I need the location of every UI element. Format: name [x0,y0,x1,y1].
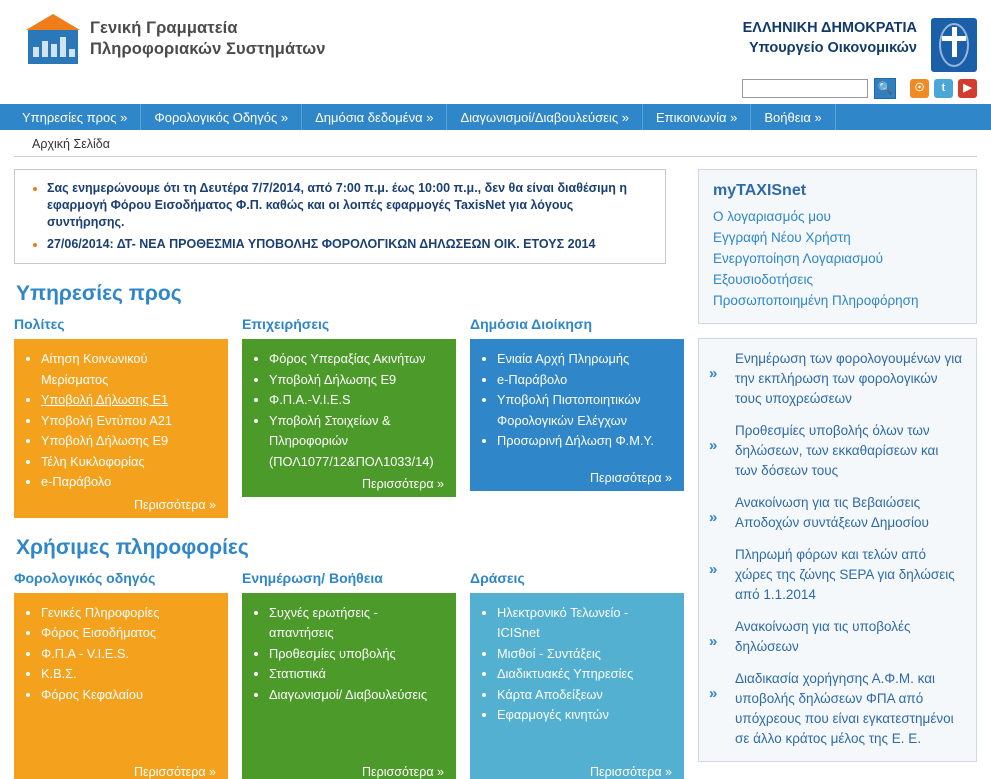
list-item [41,603,218,624]
news-item-text: Προθεσμίες υποβολής όλων των δηλώσεων, των εκκαθαρίσεων και των δόσεων τους [735,423,939,478]
search-input[interactable] [742,79,868,98]
news-panel [698,338,977,762]
card-column-public-administration [470,316,684,518]
nav-item-tenders[interactable]: Διαγωνισμοί/Διαβουλεύσεις » [447,104,643,130]
taxisnet-panel [698,169,977,324]
main-column [14,157,684,779]
news-item[interactable] [709,493,964,533]
news-item[interactable] [709,545,964,605]
announcement-item [47,180,651,231]
link-e-paravolo[interactable]: e-Παράβολο [41,474,112,489]
nav-item-tax-guide[interactable]: Φορολογικός Οδηγός » [141,104,302,130]
list-item [41,390,218,411]
link-mobile-apps[interactable]: Εφαρμογές κινητών [497,707,609,722]
link-general-info[interactable]: Γενικές Πληροφορίες [41,604,160,620]
taxisnet-link-personalized-info[interactable]: Προσωποποιημένη Πληροφόρηση [713,293,919,308]
announcement-item [47,236,651,253]
link-e9-declaration[interactable]: Υποβολή Δήλωσης Ε9 [41,433,169,448]
list-item [41,431,218,452]
list-item [497,370,674,391]
useful-info-cards [14,570,684,779]
list-item [41,623,218,644]
taxisnet-links [713,206,962,311]
gov-line-1: ΕΛΛΗΝΙΚΗ ΔΗΜΟΚΡΑΤΙΑ [742,20,917,36]
taxisnet-link-my-account[interactable]: Ο λογαριασμός μου [713,209,831,224]
card-tax-guide [14,593,228,779]
page-content [0,157,991,779]
list-item [269,349,446,370]
link-e1-declaration[interactable]: Υποβολή Δήλωσης Ε1 [41,392,169,407]
list-item [269,390,446,411]
list-item [41,685,218,706]
list-item [497,644,674,665]
page-header [0,0,991,100]
list-item [269,685,446,706]
link-tenders-consultations[interactable]: Διαγωνισμοί/ Διαβουλεύσεις [269,686,428,702]
list-item [41,349,218,390]
nav-item-help[interactable]: Βοήθεια » [751,104,835,130]
card-title-citizens: Πολίτες [14,316,65,332]
list-item [41,452,218,473]
link-road-tax[interactable]: Τέλη Κυκλοφορίας [41,453,145,469]
services-cards [14,316,684,518]
news-item-text: Ενημέρωση των φορολογουμένων για την εκπλήρωση των φορολογικών τους υποχρεώσεων [735,351,963,406]
card-column-actions [470,570,684,779]
rss-icon[interactable]: ☉ [910,79,929,98]
list-item [269,603,446,644]
list-item [41,411,218,432]
news-item-text: Πληρωμή φόρων και τελών από χώρες της ζώνης SEPA για δηλώσεις από 1.1.2014 [735,547,955,602]
list-item [497,390,674,431]
list-item [497,603,674,644]
news-item[interactable] [709,669,964,749]
taxisnet-link-account-activation[interactable]: Ενεργοποίηση Λογαριασμού [713,251,884,266]
more-link-actions[interactable]: Περισσότερα » [590,764,672,779]
link-tax-audit-certificates[interactable]: Υποβολή Πιστοποιητικών Φορολογικών Ελέγχων [497,392,641,428]
double-chevron-right-icon: » [709,365,718,382]
section-title-services: Υπηρεσίες προς [16,282,182,305]
card-title-info-help: Ενημέρωση/ Βοήθεια [242,569,383,586]
link-submit-data-info[interactable]: Υποβολή Στοιχείων & Πληροφοριών (ΠΟΛ1077/12&ΠΟΛ1033/14) [269,412,434,469]
double-chevron-right-icon: » [709,685,718,702]
logo-line-2: Πληροφοριακών Συστημάτων [90,40,326,58]
double-chevron-right-icon: » [709,633,718,650]
link-property-gains-tax[interactable]: Φόρος Υπεραξίας Ακινήτων [269,351,426,366]
list-item [41,644,218,665]
link-provisional-fmy-declaration[interactable]: Προσωρινή Δήλωση Φ.Μ.Υ. [497,433,654,448]
link-vat-vies-guide[interactable]: Φ.Π.Α - V.I.E.S. [41,645,129,661]
double-chevron-right-icon: » [709,561,718,578]
card-column-businesses [242,316,456,518]
link-single-payment-authority[interactable]: Ενιαία Αρχή Πληρωμής [497,351,630,366]
link-icisnet[interactable]: Ηλεκτρονικό Τελωνείο - ICISnet [497,604,629,640]
announcement-link[interactable]: 27/06/2014: ΔΤ- ΝΕΑ ΠΡΟΘΕΣΜΙΑ ΥΠΟΒΟΛΗΣ ΦΟΡΟΛΟΓΙΚΩΝ ΔΗΛΩΣΕΩΝ ΟΙΚ. ΕΤΟΥΣ 2014 [47,237,596,251]
sidebar [698,157,977,779]
list-item [269,664,446,685]
double-chevron-right-icon: » [709,509,718,526]
logo-text [90,18,326,60]
double-chevron-right-icon: » [709,437,718,454]
more-link-citizens[interactable]: Περισσότερα » [134,497,216,512]
greek-coat-of-arms-icon [931,18,977,72]
search-area [742,78,977,99]
logo-line-1: Γενική Γραμματεία [90,19,238,37]
card-actions [470,593,684,779]
nav-item-open-data[interactable]: Δημόσια δεδομένα » [302,104,447,130]
list-item [269,370,446,391]
card-info-help [242,593,456,779]
link-kvs[interactable]: Κ.Β.Σ. [41,666,77,681]
more-link-public-administration[interactable]: Περισσότερα » [590,471,672,485]
link-faq[interactable]: Συχνές ερωτήσεις - απαντήσεις [269,604,378,640]
link-capital-tax[interactable]: Φόρος Κεφαλαίου [41,686,143,702]
taxisnet-link-authorizations[interactable]: Εξουσιοδοτήσεις [713,272,813,287]
main-navigation [0,104,991,130]
news-item-text: Διαδικασία χορήγησης Α.Φ.Μ. και υποβολής δηλώσεων ΦΠΑ από υπόχρεους που είναι εγκατεστημένοι σε άλλο κράτος μέλος της Ε. Ε. [735,671,954,746]
section-title-useful-info: Χρήσιμες πληροφορίες [16,535,249,559]
link-a21-form[interactable]: Υποβολή Εντύπου Α21 [41,412,172,428]
link-e-paravolo-public[interactable]: e-Παράβολο [497,371,568,387]
news-item[interactable] [709,617,964,657]
nav-item-services[interactable]: Υπηρεσίες προς » [0,104,141,130]
youtube-icon[interactable]: ▶ [958,79,977,98]
social-links [910,79,977,98]
card-businesses [242,339,456,497]
announcements-box [14,169,666,264]
more-link-tax-guide[interactable]: Περισσότερα » [134,764,216,779]
more-link-info-help[interactable]: Περισσότερα » [362,764,444,779]
link-web-services[interactable]: Διαδικτυακές Υπηρεσίες [497,666,634,681]
site-logo[interactable] [26,12,326,66]
card-citizens [14,339,228,518]
card-title-public-administration: Δημόσια Διοίκηση [470,316,593,332]
link-salaries-pensions[interactable]: Μισθοί - Συντάξεις [497,645,601,661]
list-item [41,472,218,493]
list-item [497,705,674,726]
news-item[interactable] [709,349,964,409]
news-item-text: Ανακοίνωση για τις υποβολές δηλώσεων [735,619,911,654]
card-column-citizens [14,316,228,518]
gov-line-2: Υπουργείο Οικονομικών [748,40,917,56]
search-icon[interactable]: 🔍 [874,78,896,99]
government-branding [743,18,977,72]
card-title-businesses: Επιχειρήσεις [242,316,330,332]
taxisnet-title: myTAXISnet [713,182,807,199]
nav-item-contact[interactable]: Επικοινωνία » [643,104,751,130]
list-item [497,349,674,370]
link-vat-vies[interactable]: Φ.Π.Α.-V.I.E.S [269,392,351,407]
link-e9-declaration-business[interactable]: Υποβολή Δήλωσης Ε9 [269,371,397,387]
breadcrumb[interactable]: Αρχική Σελίδα [14,130,977,157]
news-item[interactable] [709,421,964,481]
list-item [269,411,446,473]
more-link-businesses[interactable]: Περισσότερα » [362,477,444,491]
card-title-actions: Δράσεις [470,569,525,586]
announcement-link[interactable]: Σας ενημερώνουμε ότι τη Δευτέρα 7/7/2014, από 7:00 π.μ. έως 10:00 π.μ., δεν θα είναι διαθέσιμη η εφαρμογή Φόρου Εισοδήματος Φ.Π. καθώς και οι λοιπές εφαρμογές TaxisNet για λόγους συντήρησης. [47,181,628,229]
card-column-info-help [242,570,456,779]
link-social-dividend[interactable]: Αίτηση Κοινωνικού Μερίσματος [41,351,148,387]
taxisnet-link-new-user-registration[interactable]: Εγγραφή Νέου Χρήστη [713,230,851,245]
card-title-tax-guide: Φορολογικός οδηγός [14,569,156,586]
link-submission-deadlines[interactable]: Προθεσμίες υποβολής [269,645,396,661]
twitter-icon[interactable]: t [934,79,953,98]
card-public-administration [470,339,684,491]
link-receipts-card[interactable]: Κάρτα Αποδείξεων [497,686,603,702]
link-statistics[interactable]: Στατιστικά [269,666,326,681]
card-column-tax-guide [14,570,228,779]
list-item [497,685,674,706]
link-income-tax[interactable]: Φόρος Εισοδήματος [41,625,157,640]
list-item [497,664,674,685]
list-item [41,664,218,685]
news-item-text: Ανακοίνωση για τις Βεβαιώσεις Αποδοχών συντάξεων Δημοσίου [735,495,929,530]
list-item [269,644,446,665]
gsis-logo-icon [26,12,80,66]
list-item [497,431,674,452]
